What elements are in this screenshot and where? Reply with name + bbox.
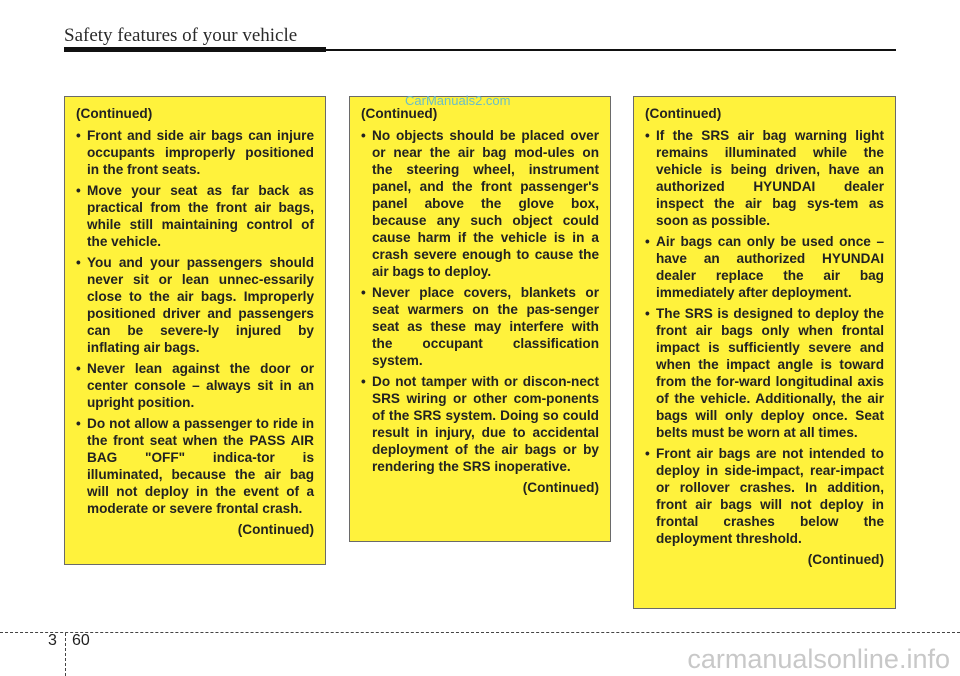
header-rule-thin (326, 49, 896, 51)
continued-label-top: (Continued) (361, 106, 438, 121)
footer-rule (0, 632, 960, 633)
list-item: • The SRS is designed to deploy the front air bags only when frontal impact is sufficiently severe and when the impact angle is toward from the for-ward longitudinal axis of the vehicle. Additionally, the air bags will only deploy once. Seat belts must be worn at all times. (645, 306, 884, 440)
warning-box-middle (349, 96, 611, 542)
warning-box-left (64, 96, 326, 565)
header-rule-thick (64, 47, 326, 52)
bullet-icon: • (76, 183, 81, 198)
list-item: • If the SRS air bag warning light remains illuminated while the vehicle is being driven, have an authorized HYUNDAI dealer inspect the air bag sys-tem as soon as possible. (645, 128, 884, 228)
bullet-list (361, 127, 599, 475)
bullet-list (76, 127, 314, 517)
list-item: • Never place covers, blankets or seat warmers on the pas-senger seat as these may interfere with the occupant classification system. (361, 285, 599, 368)
footer-divider (65, 633, 66, 676)
bullet-icon: • (76, 361, 81, 376)
bullet-icon: • (645, 234, 650, 249)
bullet-icon: • (645, 306, 650, 321)
page-number: 60 (72, 632, 90, 649)
bullet-icon: • (76, 416, 81, 431)
footer-watermark-text: carmanualsonline.info (687, 644, 950, 674)
continued-label-bottom: (Continued) (237, 522, 314, 537)
site-watermark-text: CarManuals2.com (405, 93, 511, 108)
bullet-icon: • (645, 446, 650, 461)
continued-label-top: (Continued) (76, 106, 153, 121)
bullet-icon: • (361, 374, 366, 389)
list-item: • Front air bags are not intended to deploy in side-impact, rear-impact or rollover crashes. In addition, front air bags will not deploy in frontal crashes below the deployment threshold. (645, 446, 884, 546)
continued-label-bottom: (Continued) (807, 552, 884, 567)
bullet-icon: • (76, 128, 81, 143)
list-item: • Never lean against the door or center console – always sit in an upright position. (76, 361, 314, 410)
page-header-title: Safety features of your vehicle (64, 25, 298, 46)
list-item: • Front and side air bags can injure occupants improperly positioned in the front seats. (76, 128, 314, 177)
bullet-icon: • (76, 255, 81, 270)
continued-label-top: (Continued) (645, 106, 722, 121)
list-item: • Air bags can only be used once – have an authorized HYUNDAI dealer replace the air bag immediately after deployment. (645, 234, 884, 300)
chapter-number: 3 (48, 632, 57, 649)
list-item: • No objects should be placed over or near the air bag mod-ules on the steering wheel, instrument panel, and the front passenger's panel above the glove box, because any such object could cause harm if the vehicle is in a crash severe enough to cause the air bags to deploy. (361, 128, 599, 279)
warning-box-right (633, 96, 896, 609)
list-item: • Do not allow a passenger to ride in the front seat when the PASS AIR BAG "OFF" indica-tor is illuminated, because the air bag will not deploy in the event of a moderate or severe frontal crash. (76, 416, 314, 516)
list-item: • Do not tamper with or discon-nect SRS wiring or other com-ponents of the SRS system. Doing so could result in injury, due to accidental deployment of the air bags or by rendering the SRS inoperative. (361, 374, 599, 474)
list-item: • Move your seat as far back as practical from the front air bags, while still maintaining control of the vehicle. (76, 183, 314, 249)
list-item: • You and your passengers should never sit or lean unnec-essarily close to the air bags. Improperly positioned driver and passengers can be severe-ly injured by inflating air bags. (76, 255, 314, 355)
continued-label-bottom: (Continued) (522, 480, 599, 495)
header-rule (64, 47, 896, 53)
bullet-list (645, 127, 884, 547)
bullet-icon: • (361, 128, 366, 143)
bullet-icon: • (645, 128, 650, 143)
bullet-icon: • (361, 285, 366, 300)
